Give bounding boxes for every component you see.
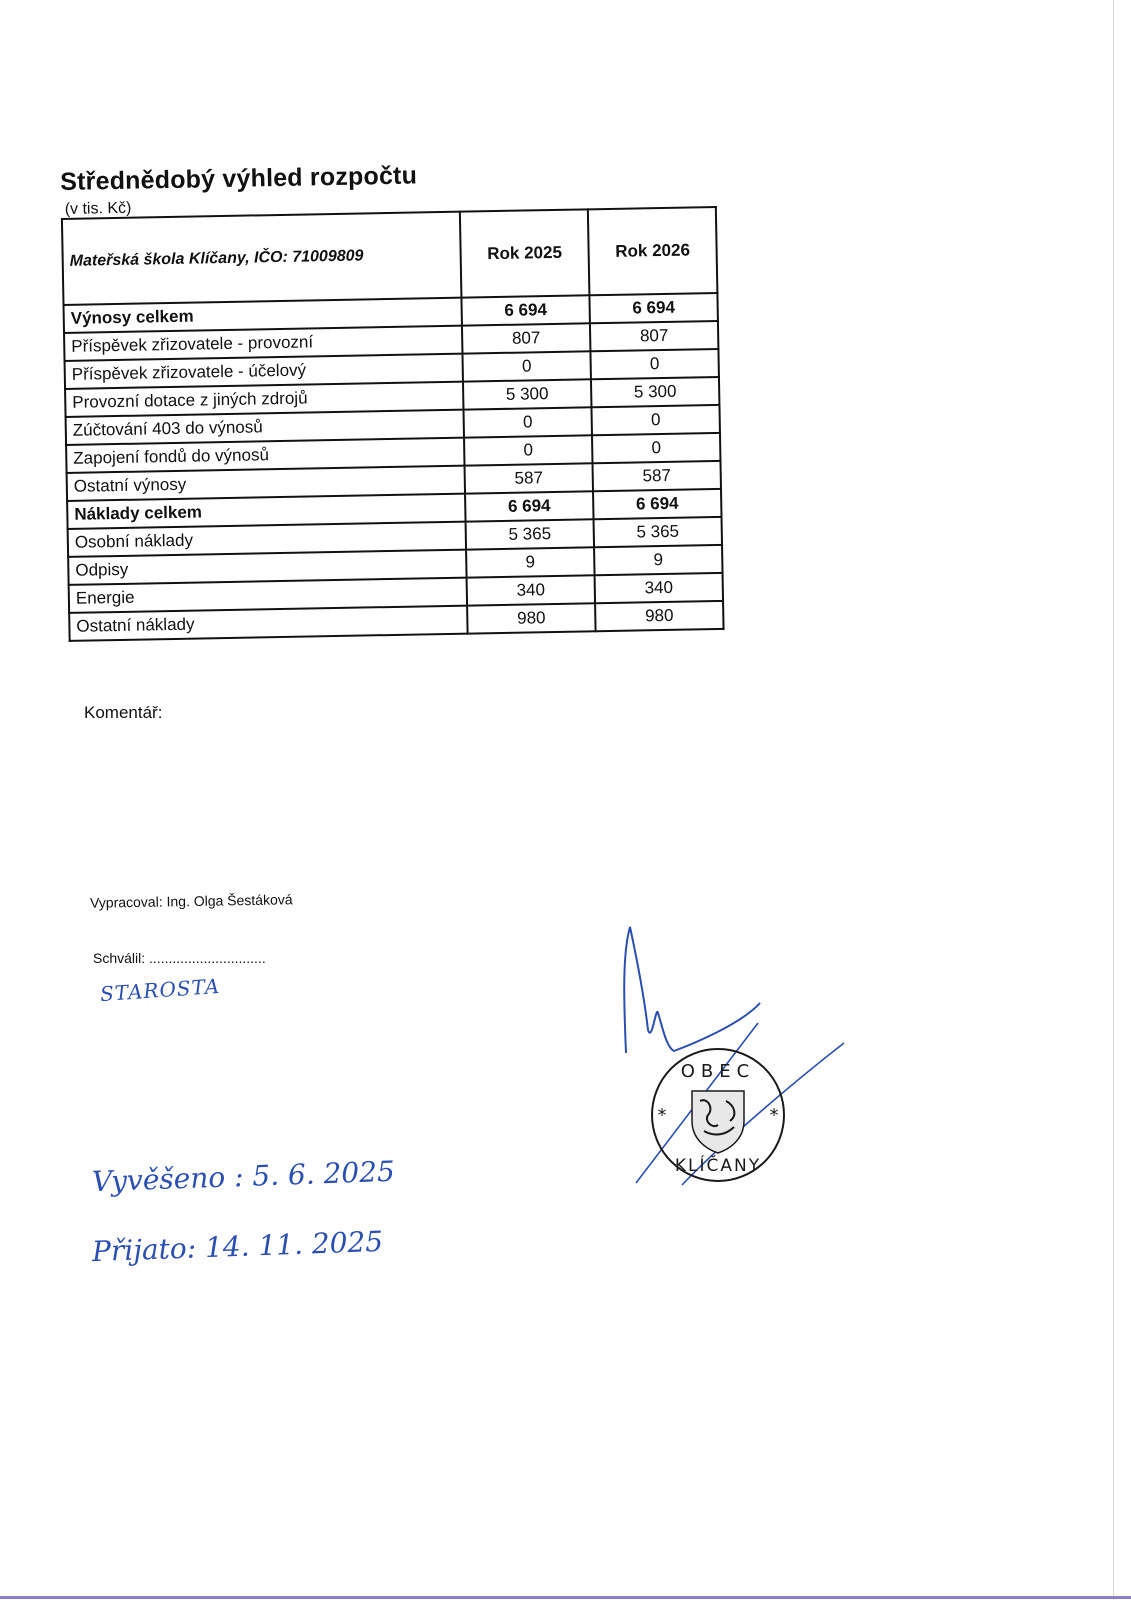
row-value: 587 [465,463,593,493]
row-value: 5 300 [591,377,719,407]
page-bottom-edge [0,1596,1131,1599]
signature-stroke [624,927,760,1053]
row-label: Ostatní náklady [69,606,467,641]
handwritten-published-date: Vyvěšeno : 5. 6. 2025 [91,1154,396,1199]
row-value: 6 694 [461,295,589,325]
budget-rows [64,293,724,641]
row-value: 340 [467,575,595,605]
row-label: Energie [69,578,467,613]
row-value: 5 365 [466,519,594,549]
row-label: Zúčtování 403 do výnosů [66,410,464,445]
row-label: Ostatní výnosy [67,466,465,501]
row-label: Osobní náklady [68,522,466,557]
stamp-text-bottom: KLÍČANY [674,1156,762,1176]
row-value: 587 [593,461,721,491]
row-value: 6 694 [589,293,717,323]
row-label: Odpisy [68,550,466,585]
year-header-2026: Rok 2026 [588,207,718,295]
row-value: 9 [466,547,594,577]
budget-document [60,155,759,642]
row-label: Výnosy celkem [64,298,462,333]
row-value: 0 [590,349,718,379]
row-value: 0 [463,407,591,437]
document-title: Střednědobý výhled rozpočtu [60,161,418,196]
row-value: 0 [464,435,592,465]
municipal-stamp [652,1049,784,1181]
org-header: Mateřská škola Klíčany, IČO: 71009809 [62,212,462,305]
row-value: 9 [594,545,722,575]
row-value: 5 365 [594,517,722,547]
approved-by: Schválil: .............................. [93,950,266,966]
stamp-text-top: OBEC [680,1061,756,1082]
stamp-star-right: * [769,1105,779,1126]
handwritten-received-date: Přijato: 14. 11. 2025 [91,1224,384,1269]
row-value: 0 [592,433,720,463]
row-value: 807 [462,323,590,353]
signature-and-stamp [600,915,860,1205]
page-edge [1113,0,1114,1600]
handwritten-role: STAROSTA [99,973,221,1007]
row-label: Příspěvek zřizovatele - provozní [64,326,462,361]
row-value: 980 [467,603,595,633]
table-header-row [62,207,717,305]
stamp-star-left: * [657,1105,667,1126]
row-value: 6 694 [593,489,721,519]
unit-note: (v tis. Kč) [64,199,132,218]
comment-label: Komentář: [84,703,163,722]
row-label: Zapojení fondů do výnosů [66,438,464,473]
prepared-by: Vypracoval: Ing. Olga Šestáková [89,891,293,911]
row-value: 0 [462,351,590,381]
row-value: 980 [595,601,723,631]
row-value: 0 [591,405,719,435]
budget-table [61,206,725,642]
row-label: Provozní dotace z jiných zdrojů [65,382,463,417]
row-value: 340 [595,573,723,603]
year-header-2025: Rok 2025 [460,209,590,297]
row-value: 5 300 [463,379,591,409]
row-value: 6 694 [465,491,593,521]
row-value: 807 [590,321,718,351]
row-label: Náklady celkem [67,494,465,529]
row-label: Příspěvek zřizovatele - účelový [65,354,463,389]
